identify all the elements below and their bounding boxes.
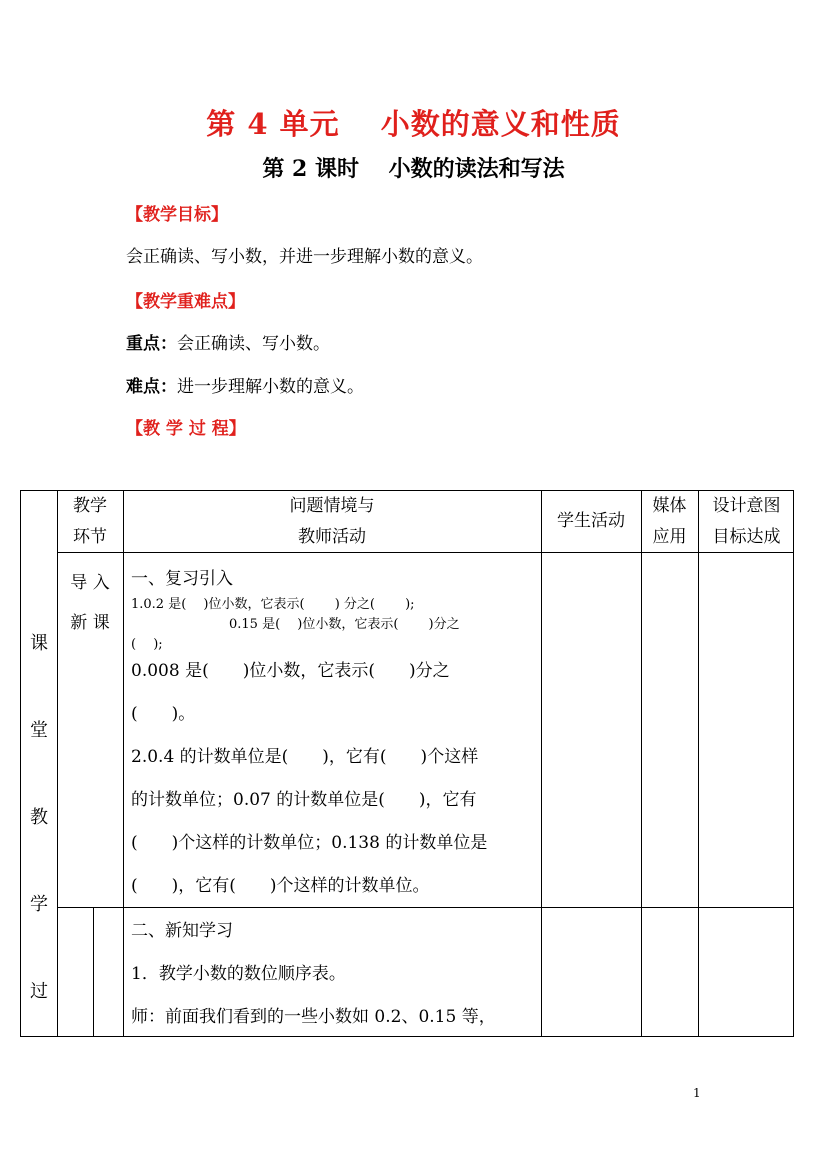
header-media: 媒体 应用: [652, 496, 687, 547]
header-stage: 教学 环节: [73, 496, 107, 547]
content-line: 1.0.2 是( )位小数，它表示( ) 分之( );: [131, 597, 415, 612]
content-line: ( )。: [131, 704, 196, 724]
key-label: 重点：: [126, 334, 177, 354]
content-line: ( )个这样的计数单位；0.138 的计数单位是: [131, 833, 488, 853]
side-label-char: 堂: [30, 720, 48, 741]
side-label-char: 过: [30, 981, 48, 1002]
difficulty-line: [126, 372, 364, 397]
row1-stage: 导 入 新 课: [70, 573, 110, 633]
lesson-title: 第 2 课时 小数的读法和写法: [262, 156, 565, 182]
content-line: 0.15 是( )位小数，它表示( )分之: [229, 617, 460, 632]
key-text: 会正确读、写小数。: [177, 334, 330, 354]
key-point-line: [126, 329, 330, 354]
side-label-char: 学: [30, 894, 48, 915]
page-number: 1: [693, 1086, 701, 1100]
content-line: ( );: [131, 637, 163, 652]
unit-title: 第 4 单元 小数的意义和性质: [206, 107, 621, 141]
content-line: 1．教学小数的数位顺序表。: [131, 964, 346, 984]
content-line: 2.0.4 的计数单位是( )，它有( )个这样: [131, 747, 479, 767]
difficulty-label: 难点：: [126, 377, 177, 397]
goals-text: 会正确读、写小数，并进一步理解小数的意义。: [126, 247, 483, 267]
header-activity: 问题情境与 教师活动: [289, 496, 375, 547]
header-student: 学生活动: [557, 511, 625, 531]
content-line: 师：前面我们看到的一些小数如 0.2、0.15 等，: [131, 1007, 496, 1027]
key-points-heading: 【教学重难点】: [126, 292, 245, 312]
content-line: 0.008 是( )位小数，它表示( )分之: [131, 661, 450, 681]
side-label-char: 教: [30, 807, 48, 828]
row2-content: [131, 908, 541, 1038]
content-line: 一、复习引入: [131, 569, 233, 589]
header-design: 设计意图 目标达成: [712, 496, 781, 547]
content-line: 的计数单位；0.07 的计数单位是( )，它有: [131, 790, 477, 810]
lesson-process-table: [20, 490, 794, 1037]
process-heading: 【教 学 过 程】: [126, 419, 246, 439]
content-line: ( )，它有( )个这样的计数单位。: [131, 876, 430, 896]
row1-content: [131, 553, 541, 907]
difficulty-text: 进一步理解小数的意义。: [177, 377, 364, 397]
goals-heading: 【教学目标】: [126, 205, 228, 225]
side-label-char: 课: [30, 633, 48, 654]
content-line: 二、新知学习: [131, 921, 233, 941]
